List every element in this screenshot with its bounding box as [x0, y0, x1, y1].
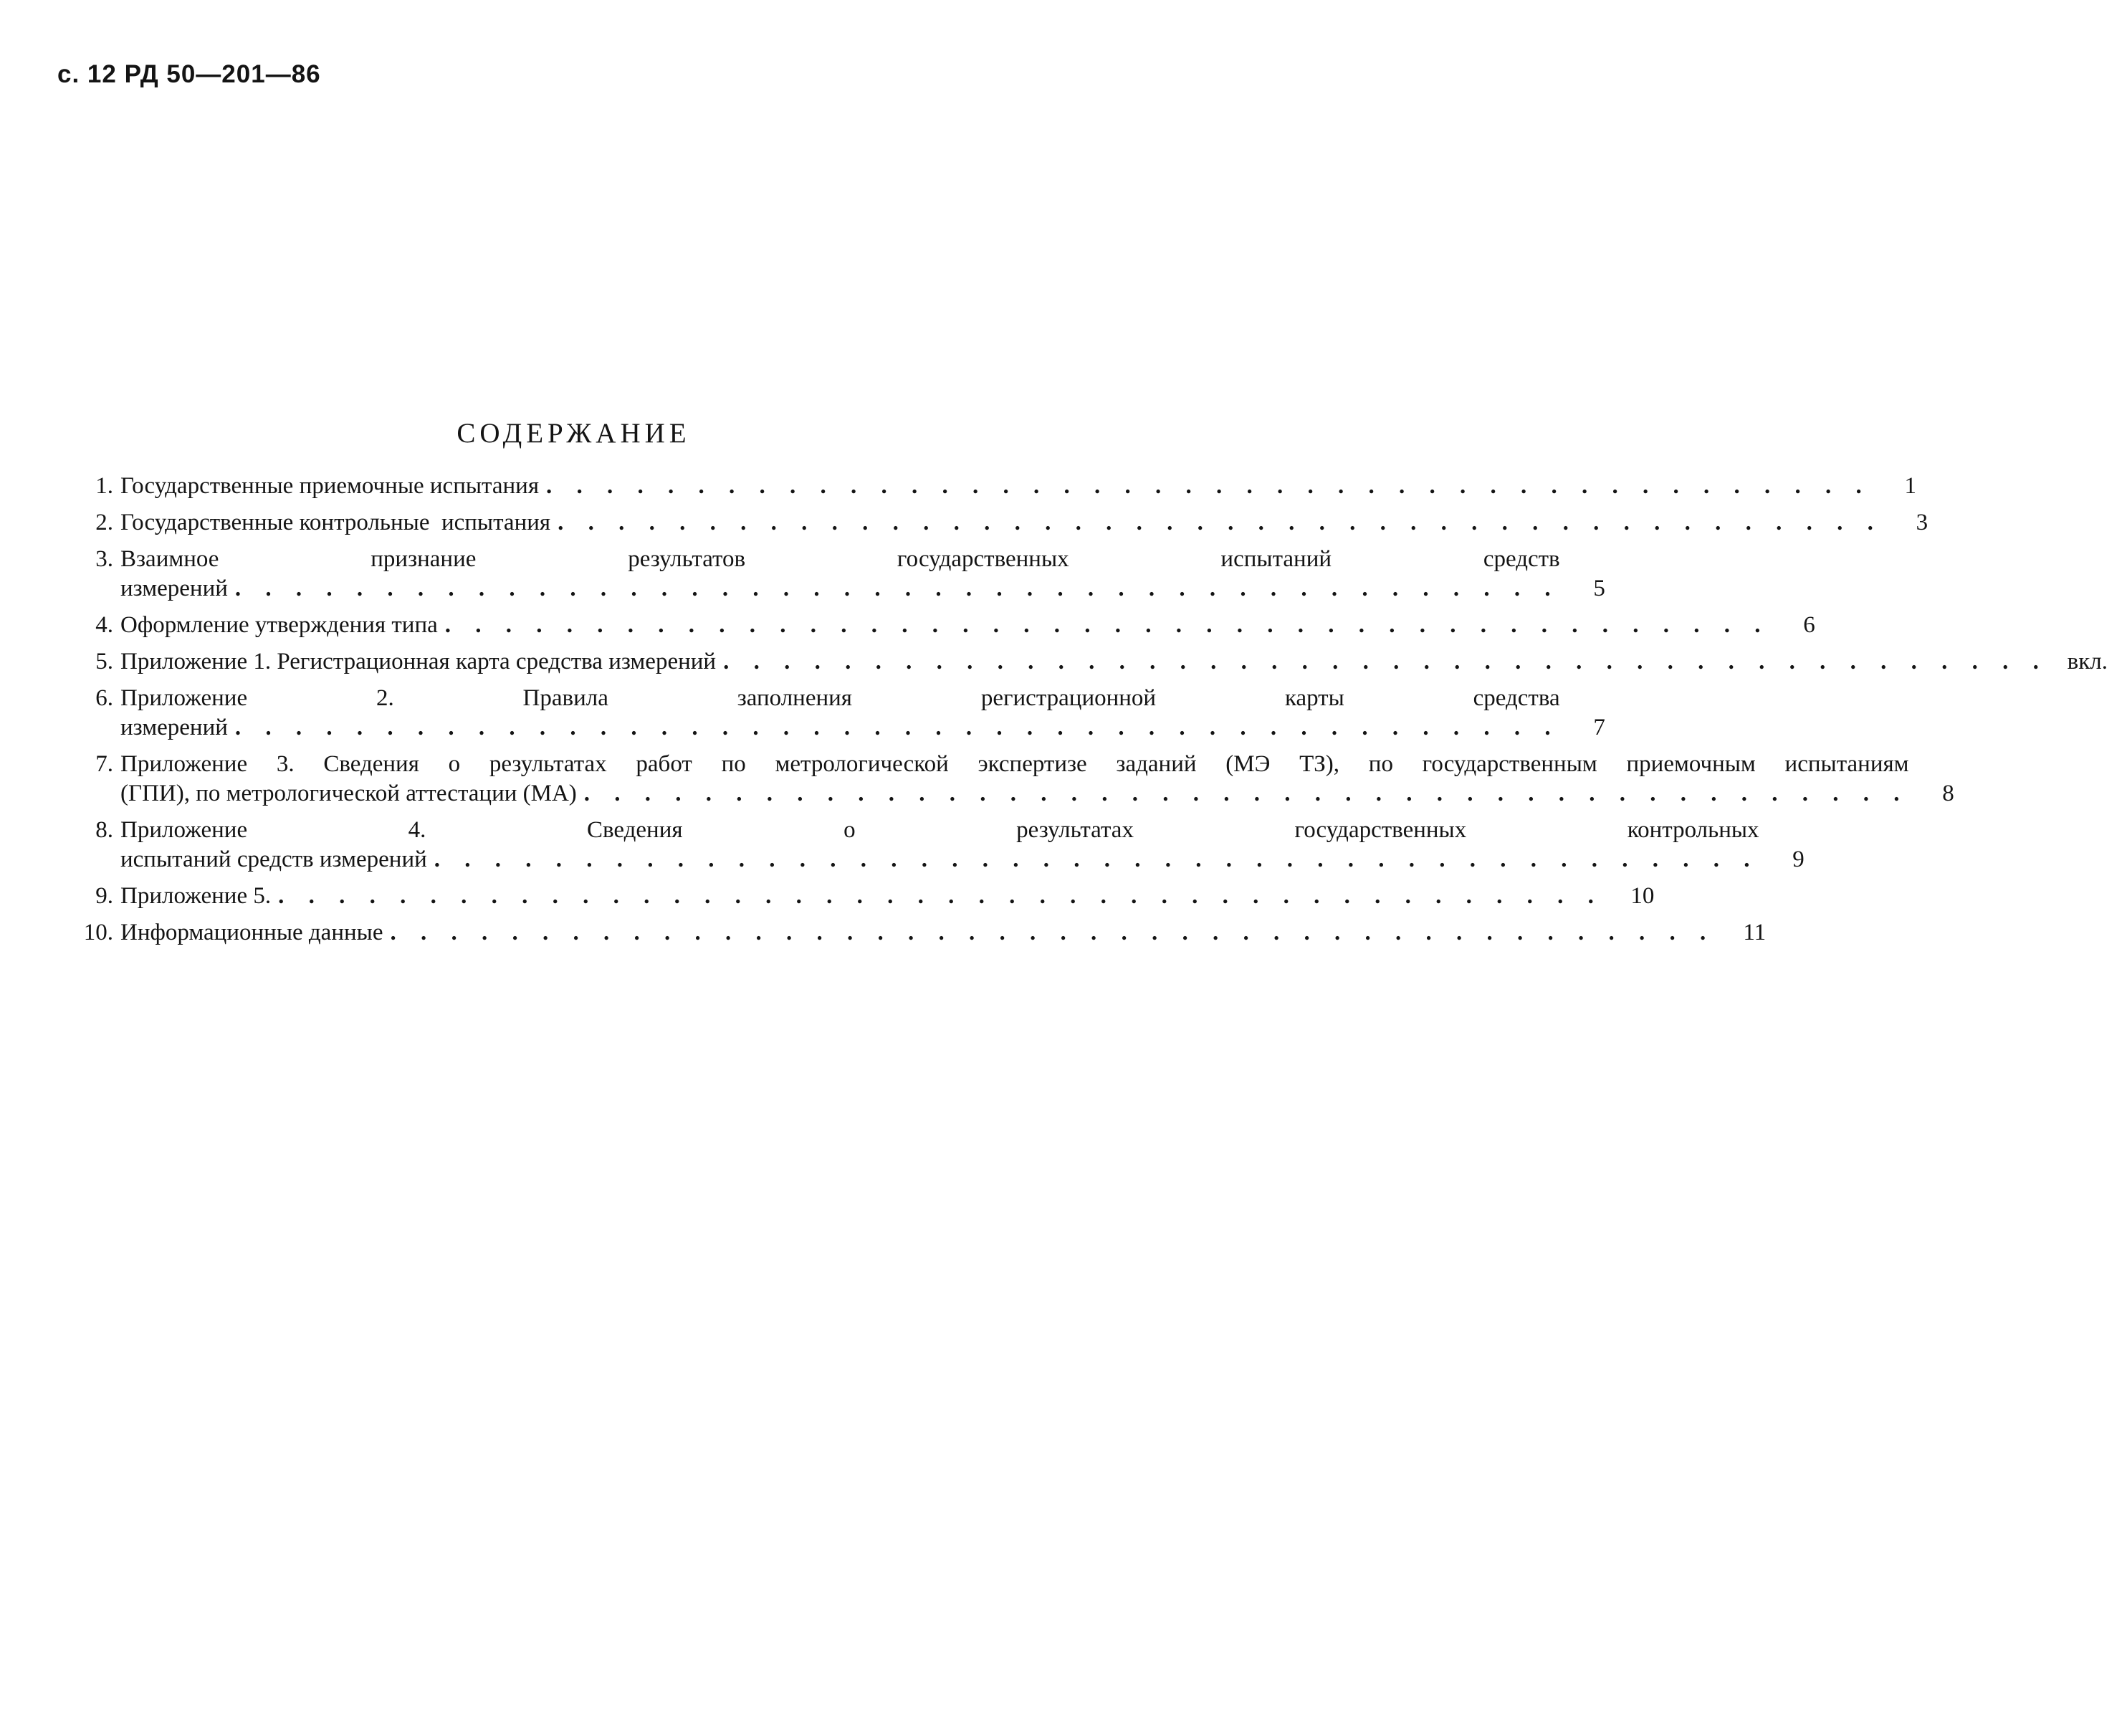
toc-entry-number: 3. — [95, 546, 113, 572]
toc-entry-number: 8. — [95, 817, 113, 843]
toc-entry-number: 5. — [95, 649, 113, 674]
dot-leader: . . . . . . . . . . . . . . . . . . . . . . . . . . . . . . . . . . . . . . . . . . . . — [444, 612, 1770, 638]
toc-entry-text — [120, 472, 1871, 501]
toc-title: СОДЕРЖАНИЕ — [457, 418, 691, 449]
toc-entry-title-lines: Взаимное признание результатов государственных испытаний средств — [120, 546, 1560, 572]
dot-leader: . . . . . . . . . . . . . . . . . . . . . . . . . . . . . . . . . . . . . . . . . . . . — [234, 576, 1560, 601]
toc-entry-number: 4. — [95, 612, 113, 638]
toc-entry-number: 9. — [95, 883, 113, 909]
dot-leader: . . . . . . . . . . . . . . . . . . . . . . . . . . . . . . . . . . . . . . . . . . . . — [546, 473, 1871, 499]
toc-entry-text — [120, 545, 1560, 604]
toc-entry — [64, 508, 1928, 538]
toc-entry-text — [120, 918, 1715, 948]
toc-entry-title-lines: Приложение 2. Правила заполнения регистрационной карты средства — [120, 685, 1560, 711]
toc-entry-number: 10. — [83, 920, 113, 945]
toc-entry-page: 7 — [1593, 715, 1605, 740]
toc-entry-text — [120, 750, 1909, 809]
toc-entry-title: измерений — [120, 576, 228, 601]
toc-entry-text — [120, 508, 1883, 538]
toc-entry — [64, 750, 1954, 809]
toc-entry-page: 3 — [1916, 510, 1928, 535]
toc-entry — [64, 647, 2108, 677]
toc-entry-page: 9 — [1792, 846, 1805, 872]
toc-entry-text — [120, 816, 1759, 874]
toc-entry-page: 11 — [1743, 920, 1767, 945]
toc-entry-title: Приложение 5. — [120, 883, 272, 909]
toc-entry — [64, 684, 1605, 743]
toc-entry-title-lines: Приложение 4. Сведения о результатах государственных контрольных — [120, 817, 1759, 843]
toc-entry-page: 1 — [1904, 473, 1916, 499]
toc-entry — [64, 472, 1916, 501]
toc-entry — [64, 816, 1805, 874]
toc-entry-title: испытаний средств измерений — [120, 846, 427, 872]
toc-entry-number: 7. — [95, 751, 113, 777]
toc-entry-title-lines: Приложение 3. Сведения о результатах работ по метрологической экспертизе заданий (МЭ ТЗ), по государственным приемочным испытаниям — [120, 751, 1909, 777]
toc-entry-page: 6 — [1803, 612, 1815, 638]
dot-leader: . . . . . . . . . . . . . . . . . . . . . . . . . . . . . . . . . . . . . . . . . . . . — [434, 846, 1759, 872]
table-of-contents — [64, 472, 2108, 955]
toc-entry — [64, 545, 1605, 604]
dot-leader: . . . . . . . . . . . . . . . . . . . . . . . . . . . . . . . . . . . . . . . . . . . . — [723, 649, 2048, 674]
toc-entry-text — [120, 611, 1770, 640]
toc-entry-number: 1. — [95, 473, 113, 499]
toc-entry-title: Государственные контрольные испытания — [120, 510, 551, 535]
toc-entry-page: 10 — [1630, 883, 1655, 909]
dot-leader: . . . . . . . . . . . . . . . . . . . . . . . . . . . . . . . . . . . . . . . . . . . . — [390, 920, 1716, 945]
toc-entry-text — [120, 684, 1560, 743]
toc-entry — [64, 882, 1655, 911]
toc-entry — [52, 918, 1767, 948]
toc-entry-title: Информационные данные — [120, 920, 383, 945]
dot-leader: . . . . . . . . . . . . . . . . . . . . . . . . . . . . . . . . . . . . . . . . . . . . — [583, 781, 1909, 806]
toc-entry-text — [120, 882, 1603, 911]
toc-entry-title: (ГПИ), по метрологической аттестации (МА) — [120, 781, 577, 806]
dot-leader: . . . . . . . . . . . . . . . . . . . . . . . . . . . . . . . . . . . . . . . . . . . . — [234, 715, 1560, 740]
toc-entry-title: Государственные приемочные испытания — [120, 473, 539, 499]
toc-entry-number: 2. — [95, 510, 113, 535]
toc-entry — [64, 611, 1815, 640]
toc-entry-page: вкл. — [2067, 649, 2108, 674]
page-header: с. 12 РД 50—201—86 — [57, 60, 321, 88]
toc-entry-title: Оформление утверждения типа — [120, 612, 438, 638]
toc-entry-page: 5 — [1593, 576, 1605, 601]
toc-entry-number: 6. — [95, 685, 113, 711]
toc-entry-page: 8 — [1942, 781, 1954, 806]
dot-leader: . . . . . . . . . . . . . . . . . . . . . . . . . . . . . . . . . . . . . . . . . . . . — [558, 510, 1883, 535]
dot-leader: . . . . . . . . . . . . . . . . . . . . . . . . . . . . . . . . . . . . . . . . . . . . — [278, 883, 1603, 909]
toc-entry-text — [120, 647, 2048, 677]
toc-entry-title: измерений — [120, 715, 228, 740]
toc-entry-title: Приложение 1. Регистрационная карта средства измерений — [120, 649, 717, 674]
